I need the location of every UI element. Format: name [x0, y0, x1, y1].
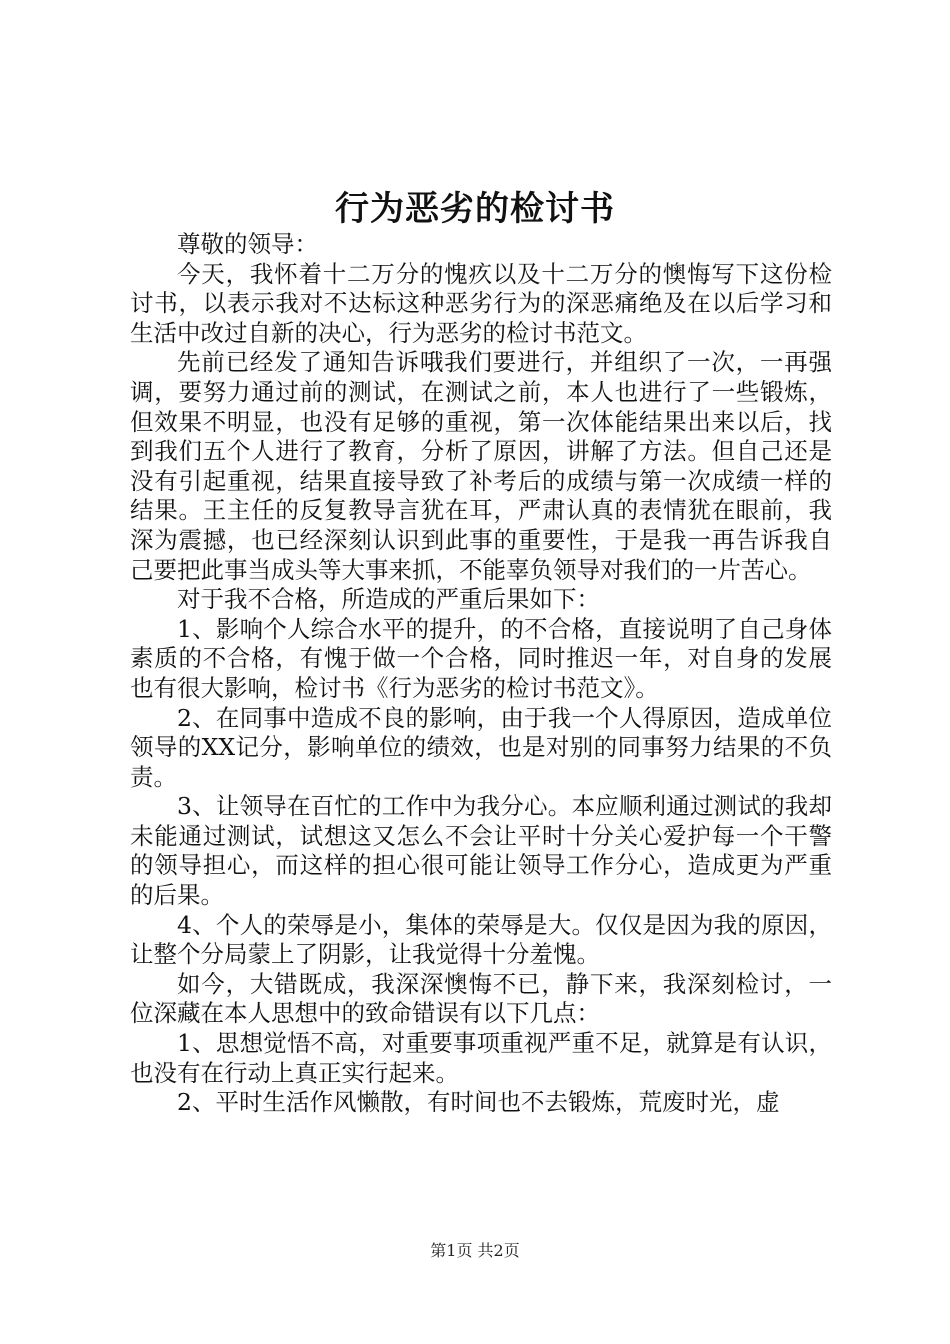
salutation: 尊敬的领导： [177, 230, 318, 258]
list-item: 4、个人的荣辱是小，集体的荣辱是大。仅仅是因为我的原因，让整个分局蒙上了阴影，让我觉得十分羞愧。 [130, 910, 832, 969]
list-item: 2、平时生活作风懒散，有时间也不去锻炼，荒废时光，虚 [177, 1088, 780, 1117]
page-footer: 第1页 共2页 [430, 1241, 520, 1260]
body-paragraph: 今天，我怀着十二万分的愧疚以及十二万分的懊悔写下这份检讨书，以表示我对不达标这种恶劣行为的深恶痛绝及在以后学习和生活中改过自新的决心，行为恶劣的检讨书范文。 [130, 259, 832, 347]
list-item: 1、思想觉悟不高，对重要事项重视严重不足，就算是有认识，也没有在行动上真正实行起来。 [130, 1029, 832, 1087]
document-body [130, 230, 832, 1118]
list-item: 1、影响个人综合水平的提升，的不合格，直接说明了自己身体素质的不合格，有愧于做一个合格，同时推迟一年，对自身的发展也有很大影响，检讨书《行为恶劣的检讨书范文》。 [130, 614, 832, 702]
document-title: 行为恶劣的检讨书 [335, 189, 615, 229]
list-item: 2、在同事中造成不良的影响，由于我一个人得原因，造成单位领导的XX记分，影响单位的绩效，也是对别的同事努力结果的不负责。 [130, 703, 832, 791]
body-paragraph: 如今，大错既成，我深深懊悔不已，静下来，我深刻检讨，一位深藏在本人思想中的致命错误有以下几点： [130, 969, 832, 1028]
list-item: 3、让领导在百忙的工作中为我分心。本应顺利通过测试的我却未能通过测试，试想这又怎么不会让平时十分关心爱护每一个干警的领导担心，而这样的担心很可能让领导工作分心，造成更为严重的后果。 [130, 792, 832, 910]
body-paragraph: 先前已经发了通知告诉哦我们要进行，并组织了一次，一再强调，要努力通过前的测试，在测试之前，本人也进行了一些锻炼，但效果不明显，也没有足够的重视，第一次体能结果出来以后，找到我们五个人进行了教育，分析了原因，讲解了方法。但自己还是没有引起重视，结果直接导致了补考后的成绩与第一次成绩一样的结果。王主任的反复教导言犹在耳，严肃认真的表情犹在眼前，我深为震撼，也已经深刻认识到此事的重要性，于是我一再告诉我自己要把此事当成头等大事来抓，不能辜负领导对我们的一片苦心。 [130, 348, 832, 584]
body-paragraph: 对于我不合格，所造成的严重后果如下： [177, 585, 600, 614]
